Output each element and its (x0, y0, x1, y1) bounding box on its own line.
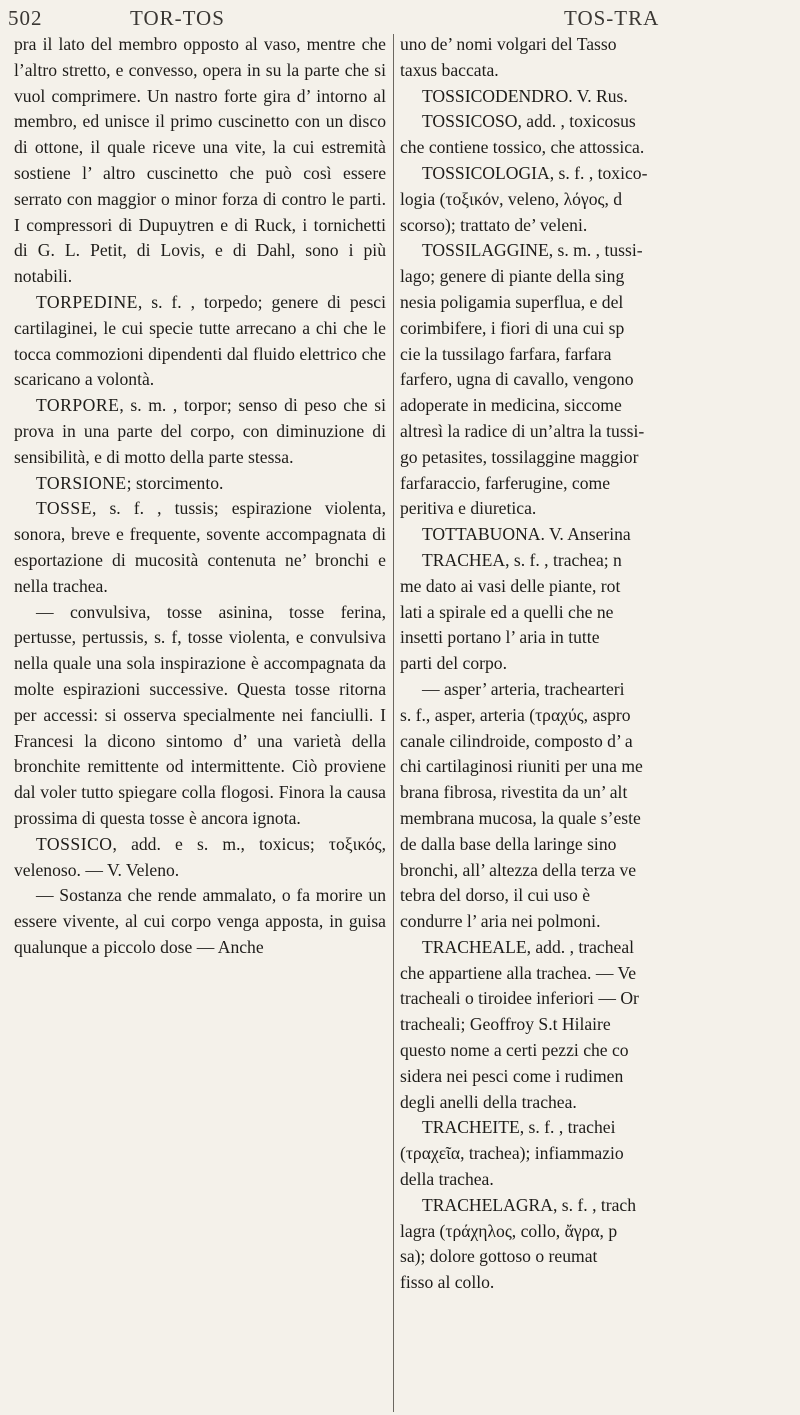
text-line: della trachea. (400, 1169, 494, 1190)
definition: , s. f. , tussis; espirazione violenta, sonora, breve e frequente, sovente accompagnata di esportazione di mucosità contenuta ne’ bronchi e nella trachea. (14, 498, 386, 596)
left-column (14, 32, 386, 961)
entry-torsione (14, 471, 386, 497)
text-line: farfaraccio, farferugine, come (400, 472, 610, 493)
text-line: parti del corpo. (400, 653, 507, 674)
text-line: scorso); trattato de’ veleni. (400, 214, 588, 235)
text-line: cie la tussilago farfara, farfara (400, 343, 612, 364)
headword: TORPEDINE (36, 291, 138, 312)
headword: TORPORE (36, 395, 120, 416)
text-line: TOSSICOSO, add. , toxicosus (422, 111, 636, 132)
headword: TOSSICO (36, 833, 113, 854)
text-line: peritiva e diuretica. (400, 498, 537, 519)
text-line: de dalla base della laringe sino (400, 833, 617, 854)
text-line: tebra del dorso, il cui uso è (400, 885, 591, 906)
definition: , s. m. , torpor; senso di peso che si prova in una parte del corpo, con diminuzione di sensibilità, e di motto della parte stessa. (14, 395, 386, 467)
entry-tosse (14, 496, 386, 599)
text-line: degli anelli della trachea. (400, 1091, 577, 1112)
text-line: go petasites, tossilaggine maggior (400, 446, 639, 467)
text-line: TRACHEA, s. f. , trachea; n (422, 549, 622, 570)
entry-continuation: pra il lato del membro opposto al vaso, mentre che l’altro stretto, e convesso, opera in su la parte che si vuol comprimere. Un nastro forte gira d’ intorno al membro, ed unisce il primo cuscinetto con un disco di ottone, il quale riceve una vite, la cui estremità sostiene l’ altro cuscinetto che può così essere serrato con maggior o minor forza di contro le parti. I compressori di Dupuytren e di Ruck, i tornichetti di G. L. Petit, di Lovis, e di Dahl, sono i più notabili. (14, 34, 386, 287)
text-line: TRACHEALE, add. , tracheal (422, 936, 635, 957)
text-line: adoperate in medicina, siccome (400, 395, 622, 416)
headword: TOSSE (36, 498, 92, 519)
text-line: corimbifere, i fiori di una cui sp (400, 317, 625, 338)
text-line: che appartiene alla trachea. — Ve (400, 962, 637, 983)
text-line: me dato ai vasi delle piante, rot (400, 575, 621, 596)
text-line: bronchi, all’ altezza della terza ve (400, 859, 637, 880)
page-number: 502 (8, 6, 43, 30)
text-line: TRACHELAGRA, s. f. , trach (422, 1194, 637, 1215)
text-line: tracheali; Geoffroy S.t Hilaire (400, 1014, 611, 1035)
left-running-title: TOR-TOS (130, 6, 225, 30)
sub-entry-sostanza: — Sostanza che rende ammalato, o fa morire un essere vivente, al cui corpo venga apposta, in guisa qualunque a piccolo dose — Anche (14, 885, 386, 957)
text-line: questo nome a certi pezzi che co (400, 1040, 629, 1061)
entry-torpedine (14, 290, 386, 393)
text-line: farfero, ugna di cavallo, vengono (400, 369, 634, 390)
entry-torpore (14, 393, 386, 470)
definition: , s. f. , torpedo; genere di pesci cartilaginei, le cui specie tutte arrecano a chi che le tocca commozioni dipendenti dal fluido elettrico che scaricano a volontà. (14, 291, 386, 390)
text-line: membrana mucosa, la quale s’este (400, 807, 641, 828)
text-line: insetti portano l’ aria in tutte (400, 627, 600, 648)
text-line: brana fibrosa, rivestita da un’ alt (400, 782, 628, 803)
column-divider (393, 34, 394, 1412)
text-line: altresì la radice di un’altra la tussi- (400, 420, 645, 441)
text-line: TOSSILAGGINE, s. m. , tussi- (422, 240, 643, 261)
text-line: tracheali o tiroidee inferiori — Or (400, 988, 639, 1009)
headword: TORSIONE (36, 472, 127, 493)
text-line: sa); dolore gottoso o reumat (400, 1246, 598, 1267)
text-line: nesia poligamia superflua, e del (400, 291, 624, 312)
text-line: chi cartilaginosi riuniti per una me (400, 756, 643, 777)
text-line: canale cilindroide, composto d’ a (400, 730, 633, 751)
right-running-title: TOS-TRA (564, 6, 660, 30)
right-column (400, 32, 800, 1296)
text-line: logia (τοξικόν, veleno, λόγος, d (400, 188, 623, 209)
text-line: lagra (τράχηλος, collo, ἄγρα, p (400, 1220, 618, 1241)
text-line: fisso al collo. (400, 1272, 495, 1293)
definition: , add. e s. m., toxicus; τοξικός, velenoso. — V. Veleno. (14, 833, 386, 880)
definition: ; storcimento. (126, 472, 224, 493)
text-line: che contiene tossico, che attossica. (400, 137, 645, 158)
text-line: TOSSICODENDRO. V. Rus. (422, 85, 628, 106)
text-line: TOTTABUONA. V. Anserina (422, 524, 631, 545)
text-line: lati a spirale ed a quelli che ne (400, 601, 614, 622)
text-line: — asper’ arteria, trachearteri (422, 678, 625, 699)
entry-tossico (14, 832, 386, 884)
text-line: s. f., asper, arteria (τραχύς, aspro (400, 704, 631, 725)
text-line: condurre l’ aria nei polmoni. (400, 911, 601, 932)
text-line: lago; genere di piante della sing (400, 266, 625, 287)
text-line: taxus baccata. (400, 59, 499, 80)
text-line: uno de’ nomi volgari del Tasso (400, 34, 617, 54)
text-line: TOSSICOLOGIA, s. f. , toxico- (422, 162, 648, 183)
sub-entry-convulsiva: — convulsiva, tosse asinina, tosse ferina, pertusse, pertussis, s. f, tosse violenta, e convulsiva nella quale una sola inspirazione è accompagnata da molte espirazioni successive. Questa tosse ritorna per accessi: si osserva specialmente nei fanciulli. I Francesi la dicono sintomo d’ una varietà della bronchite remittente od intermittente. Ciò proviene dal voler tutto spiegare colla flogosi. Finora la causa prossima di questa tosse è ancora ignota. (14, 601, 386, 828)
text-line: TRACHEITE, s. f. , trachei (422, 1117, 616, 1138)
text-line: (τραχεῖα, trachea); infiammazio (400, 1143, 624, 1164)
text-line: sidera nei pesci come i rudimen (400, 1065, 624, 1086)
